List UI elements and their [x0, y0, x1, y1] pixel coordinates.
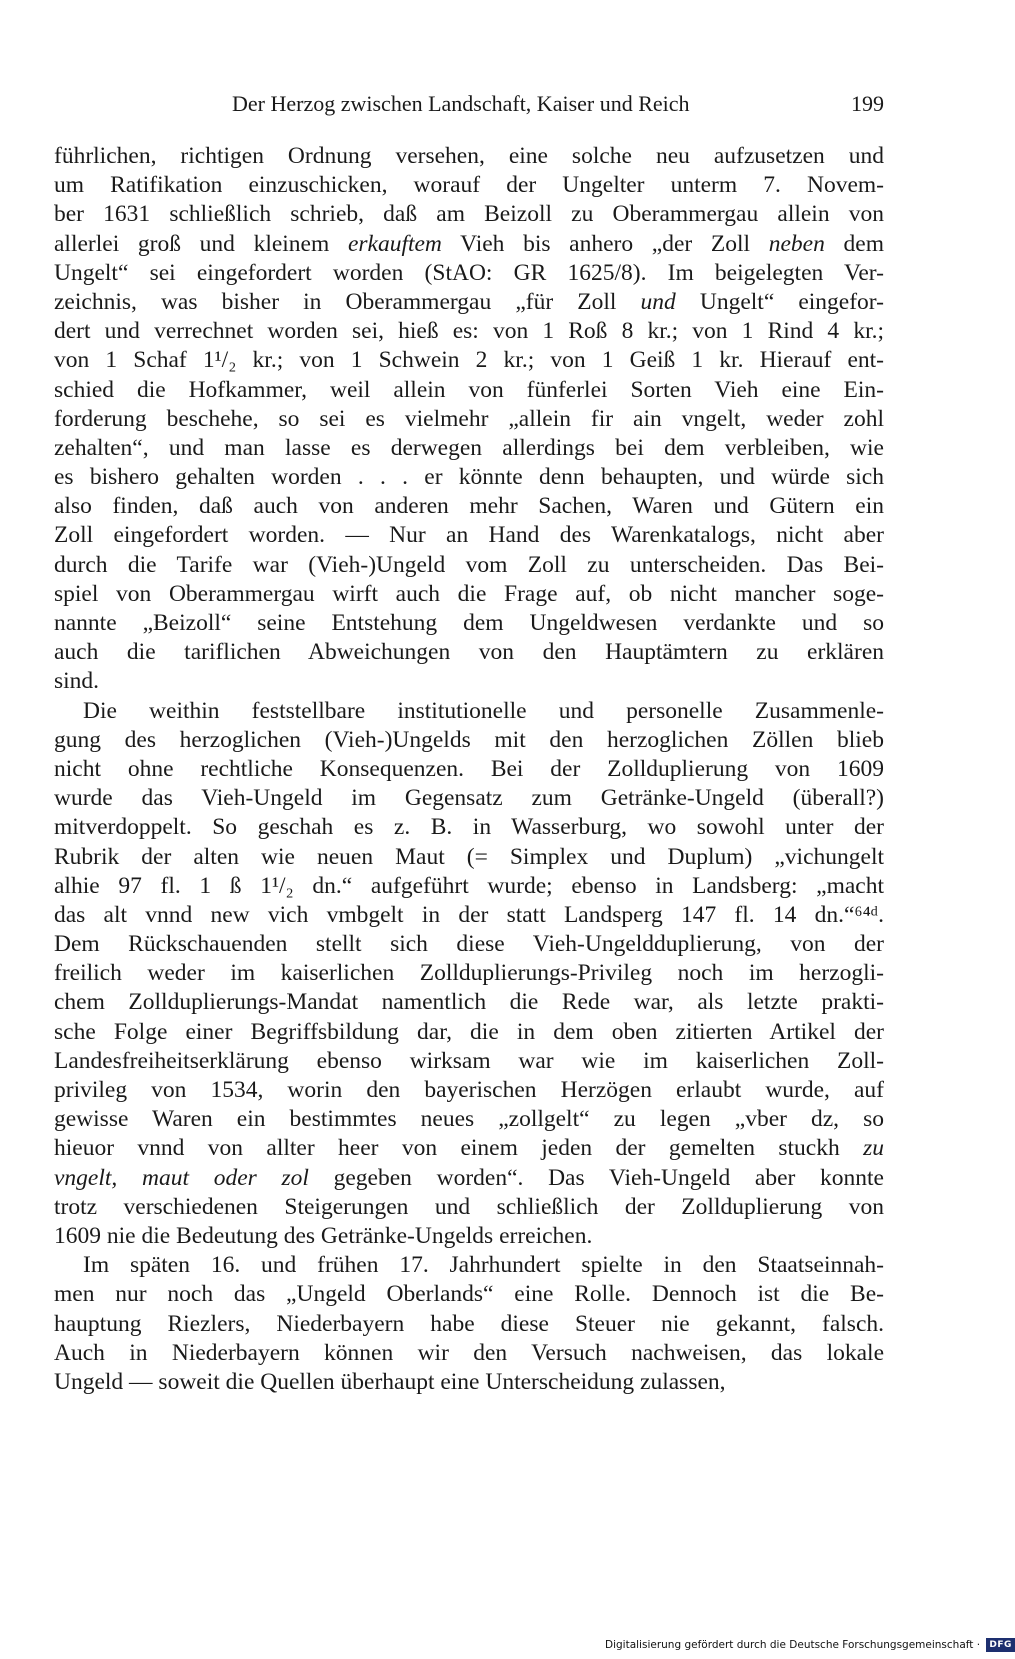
- text-line: [54, 872, 884, 901]
- text-segment: nicht ohne rechtliche Konsequenzen. Bei der Zollduplierung von 1609: [54, 755, 884, 782]
- text-line: [54, 1105, 884, 1134]
- text-line: [54, 1280, 884, 1309]
- text-line: [54, 142, 884, 171]
- text-segment: ber 1631 schließlich schrieb, daß am Beizoll zu Oberammergau allein von: [54, 201, 884, 228]
- text-segment: hauptung Riezlers, Niederbayern habe diese Steuer nie gekannt, falsch.: [54, 1310, 884, 1337]
- page-number: 199: [851, 91, 884, 116]
- text-line: [54, 1368, 884, 1397]
- text-line: [54, 1339, 884, 1368]
- text-line: [54, 1047, 884, 1076]
- text-line: [54, 959, 884, 988]
- text-segment: freilich weder im kaiserlichen Zollduplierungs-Privileg noch im herzogli-: [54, 960, 884, 987]
- text-segment: allerlei groß und kleinem: [54, 230, 348, 257]
- page-header: [54, 86, 884, 122]
- text-segment: chem Zollduplierungs-Mandat namentlich die Rede war, als letzte prakti-: [54, 989, 884, 1016]
- text-segment: Ungelt“ sei eingefordert worden (StAO: GR 1625/8). Im beigelegten Ver-: [54, 259, 884, 286]
- text-segment: gewisse Waren ein bestimmtes neues „zollgelt“ zu legen „vber dz, so: [54, 1106, 884, 1133]
- text-segment: sind.: [54, 668, 100, 695]
- text-line: [54, 551, 884, 580]
- text-segment: durch die Tarife war (Vieh-)Ungeld vom Zoll zu unterscheiden. Das Bei-: [54, 551, 884, 578]
- text-segment: Ungelt“ eingefor-: [675, 288, 884, 315]
- text-line: [54, 1193, 884, 1222]
- text-segment: privileg von 1534, worin den bayerischen Herzögen erlaubt wurde, auf: [54, 1077, 884, 1103]
- text-segment: zeichnis, was bisher in Oberammergau „für Zoll: [54, 288, 641, 315]
- text-segment: Die weithin feststellbare institutionelle und personelle Zusammenle-: [83, 697, 884, 724]
- text-segment: Dem Rückschauenden stellt sich diese Vieh-Ungeldduplierung, von der: [54, 931, 884, 958]
- text-line: [54, 200, 884, 229]
- text-line: [54, 492, 884, 521]
- italic-segment: erkauftem: [347, 230, 442, 257]
- text-line: [54, 784, 884, 813]
- dfg-logo: DFG: [986, 1638, 1015, 1652]
- text-line: [54, 521, 884, 550]
- text-segment: also finden, daß auch von anderen mehr Sachen, Waren und Gütern ein: [54, 493, 884, 520]
- text-line: [54, 171, 884, 200]
- text-segment: mitverdoppelt. So geschah es z. B. in Wasserburg, wo sowohl unter der: [54, 814, 884, 841]
- text-segment: dert und verrechnet worden sei, hieß es: von 1 Roß 8 kr.; von 1 Rind 4 kr.;: [54, 318, 884, 345]
- text-line: [54, 930, 884, 959]
- text-line: [54, 726, 884, 755]
- body-text: [54, 142, 884, 1397]
- text-line: [54, 1222, 884, 1251]
- text-segment: Rubrik der alten wie neuen Maut (= Simplex und Duplum) „vichungelt: [54, 843, 884, 870]
- text-segment: führlichen, richtigen Ordnung versehen, eine solche neu aufzusetzen und: [54, 143, 884, 169]
- text-segment: schied die Hofkammer, weil allein von fünferlei Sorten Vieh eine Ein-: [54, 376, 884, 403]
- text-segment: gegeben worden“. Das Vieh-Ungeld aber konnte: [308, 1164, 884, 1191]
- text-segment: Zoll eingefordert worden. — Nur an Hand des Warenkatalogs, nicht aber: [54, 522, 884, 549]
- text-segment: Landesfreiheitserklärung ebenso wirksam war wie im kaiserlichen Zoll-: [54, 1047, 884, 1074]
- text-line: [54, 1310, 884, 1339]
- text-line: [54, 463, 884, 492]
- text-segment: 1609 nie die Bedeutung des Getränke-Ungelds erreichen.: [54, 1222, 593, 1249]
- text-segment: wurde das Vieh-Ungeld im Gegensatz zum Getränke-Ungeld (überall?): [54, 785, 884, 812]
- text-segment: Ungeld — soweit die Quellen überhaupt eine Unterscheidung zulassen,: [54, 1368, 726, 1395]
- credit-text: Digitalisierung gefördert durch die Deutsche Forschungsgemeinschaft ·: [605, 1639, 981, 1651]
- italic-segment: zu: [863, 1135, 884, 1162]
- text-line: [54, 755, 884, 784]
- text-line: [54, 376, 884, 405]
- text-segment: gung des herzoglichen (Vieh-)Ungelds mit den herzoglichen Zöllen blieb: [54, 726, 884, 753]
- text-line: [54, 1251, 884, 1280]
- text-line: [54, 230, 884, 259]
- italic-segment: und: [640, 288, 676, 315]
- text-segment: zehalten“, und man lasse es derwegen allerdings bei dem verbleiben, wie: [54, 434, 884, 461]
- text-segment: hieuor vnnd von allter heer von einem jeden der gemelten stuckh: [54, 1135, 864, 1162]
- text-segment: um Ratifikation einzuschicken, worauf der Ungelter unterm 7. Novem-: [54, 172, 884, 199]
- text-line: [54, 1076, 884, 1105]
- text-line: [54, 1134, 884, 1163]
- text-segment: es bishero gehalten worden . . . er könnte denn behaupten, und würde sich: [54, 464, 884, 491]
- text-segment: nannte „Beizoll“ seine Entstehung dem Ungeldwesen verdankte und so: [54, 610, 884, 636]
- text-segment: spiel von Oberammergau wirft auch die Frage auf, ob nicht mancher soge-: [54, 580, 884, 607]
- running-title: Der Herzog zwischen Landschaft, Kaiser und Reich: [232, 91, 690, 116]
- text-segment: sche Folge einer Begriffsbildung dar, die in dem oben zitierten Artikel der: [54, 1018, 884, 1045]
- text-segment: das alt vnnd new vich vmbgelt in der statt Landsperg 147 fl. 14 dn.“⁶⁴ᵈ.: [54, 901, 884, 928]
- text-segment: men nur noch das „Ungeld Oberlands“ eine Rolle. Dennoch ist die Be-: [54, 1281, 884, 1308]
- digitization-credit: [605, 1636, 1015, 1654]
- text-line: [54, 901, 884, 930]
- text-line: [54, 346, 884, 375]
- text-line: [54, 317, 884, 346]
- text-line: [54, 288, 884, 317]
- text-segment: Vieh bis anhero „der Zoll: [441, 230, 769, 257]
- text-line: [54, 580, 884, 609]
- text-line: [54, 1018, 884, 1047]
- text-line: [54, 813, 884, 842]
- text-segment: auch die tariflichen Abweichungen von den Hauptämtern zu erklären: [54, 639, 884, 666]
- text-segment: forderung beschehe, so sei es vielmehr „allein fir ain vngelt, weder zohl: [54, 405, 884, 432]
- text-line: [54, 638, 884, 667]
- text-line: [54, 405, 884, 434]
- text-segment: Auch in Niederbayern können wir den Versuch nachweisen, das lokale: [54, 1339, 884, 1366]
- text-segment: dem: [824, 230, 884, 257]
- text-line: [54, 667, 884, 696]
- text-line: [54, 609, 884, 638]
- text-segment: trotz verschiedenen Steigerungen und schließlich der Zollduplierung von: [54, 1193, 884, 1220]
- text-line: [54, 1164, 884, 1193]
- italic-segment: neben: [768, 230, 825, 257]
- text-segment: Im späten 16. und frühen 17. Jahrhundert spielte in den Staatseinnah-: [83, 1252, 884, 1279]
- text-line: [54, 259, 884, 288]
- text-line: [54, 988, 884, 1017]
- text-segment: von 1 Schaf 1¹/₂ kr.; von 1 Schwein 2 kr.; von 1 Geiß 1 kr. Hierauf ent-: [54, 347, 884, 374]
- text-segment: alhie 97 fl. 1 ß 1¹/₂ dn.“ aufgeführt wurde; ebenso in Landsberg: „macht: [54, 872, 884, 899]
- text-line: [54, 843, 884, 872]
- italic-segment: vngelt, maut oder zol: [54, 1164, 309, 1191]
- text-line: [54, 434, 884, 463]
- text-line: [54, 697, 884, 726]
